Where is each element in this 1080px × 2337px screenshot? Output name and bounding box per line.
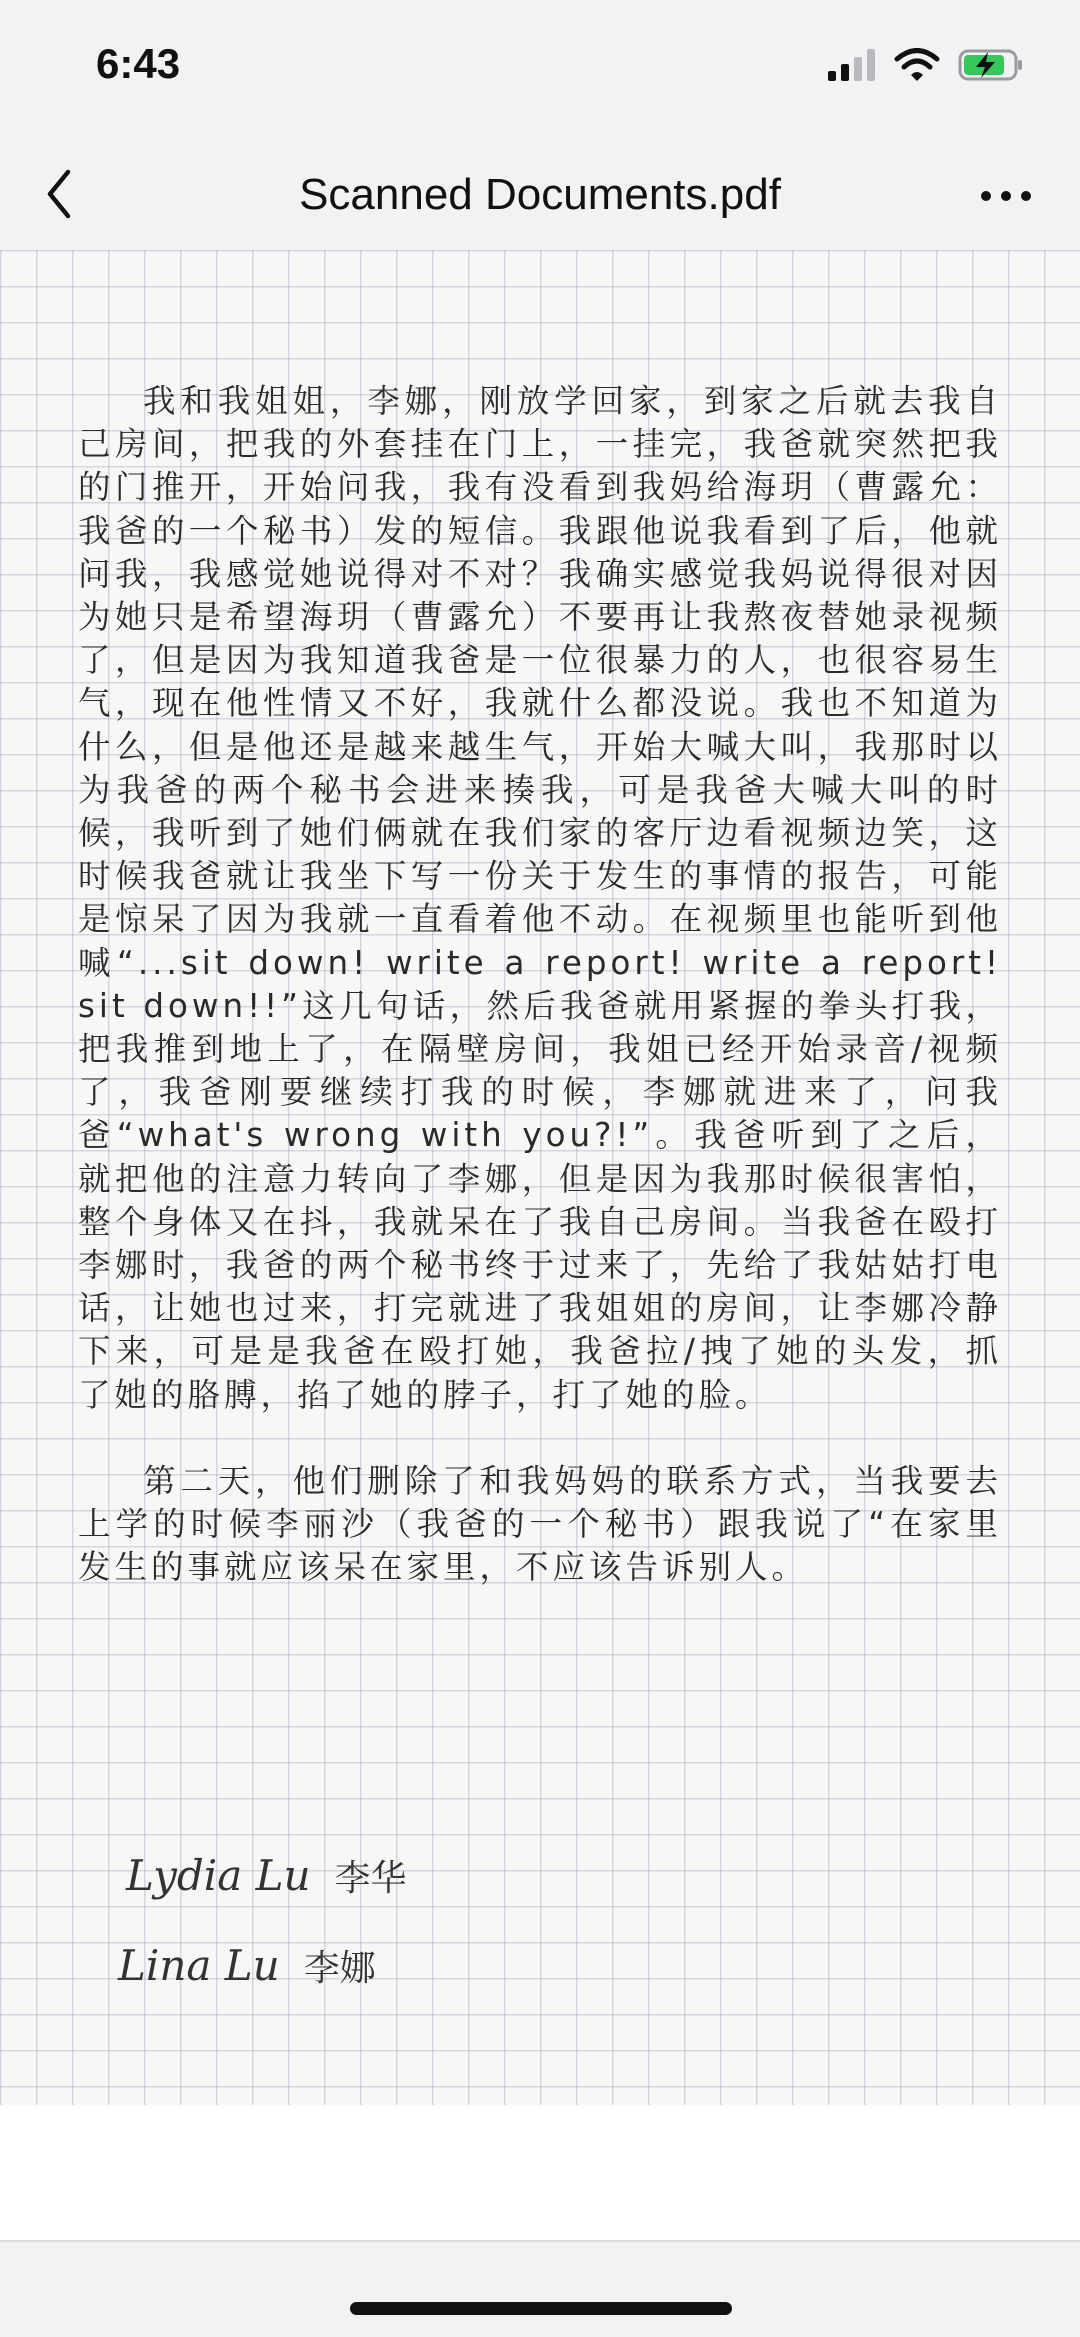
- more-options-button[interactable]: [976, 176, 1036, 216]
- signature-2-latin: Lina Lu: [118, 1941, 280, 1990]
- letter-paragraph-1: 我和我姐姐，李娜，刚放学回家，到家之后就去我自己房间，把我的外套挂在门上，一挂完，我爸就突然把我的门推开，开始问我，我有没看到我妈给海玥（曹露允：我爸的一个秘书）发的短信。我跟他说我看到了后，他就问我，我感觉她说得对不对？我确实感觉我妈说得很对因为她只是希望海玥（曹露允）不要再让我熬夜替她录视频了，但是因为我知道我爸是一位很暴力的人，也很容易生气，现在他性情又不好，我就什么都没说。我也不知道为什么，但是他还是越来越生气，开始大喊大叫，我那时以为我爸的两个秘书会进来揍我，可是我爸大喊大叫的时候，我听到了她们俩就在我们家的客厅边看视频边笑，这时候我爸就让我坐下写一份关于发生的事情的报告，可能是惊呆了因为我就一直看着他不动。在视频里也能听到他喊“...sit down! write a report! write a report! sit down!!”这几句话，然后我爸就用紧握的拳头打我，把我推到地上了，在隔壁房间，我姐已经开始录音/视频了，我爸刚要继续打我的时候，李娜就进来了，问我爸“what's wrong with you?!”。我爸听到了之后，就把他的注意力转向了李娜，但是因为我那时候很害怕，整个身体又在抖，我就呆在了我自己房间。当我爸在殴打李娜时，我爸的两个秘书终于过来了，先给了我姑姑打电话，让她也过来，打完就进了我姐姐的房间，让李娜冷静下来，可是是我爸在殴打她，我爸拉/拽了她的头发，抓了她的胳膊，掐了她的脖子，打了她的脸。: [78, 382, 1002, 1414]
- home-indicator[interactable]: [350, 2302, 732, 2315]
- more-horizontal-icon: [976, 176, 1036, 216]
- battery-charging-icon: [958, 48, 1024, 82]
- signature-1-latin: Lydia Lu: [126, 1851, 311, 1900]
- signature-1-chinese: 李华: [334, 1858, 407, 1899]
- status-time: 6:43: [96, 40, 181, 87]
- wifi-icon: [894, 48, 940, 82]
- letter-body: [78, 380, 1002, 1590]
- page-margin-area: [0, 2105, 1080, 2240]
- scanned-page: [0, 250, 1080, 2105]
- cellular-signal-icon: [828, 49, 876, 81]
- document-title: Scanned Documents.pdf: [299, 170, 781, 219]
- status-bar: [0, 0, 1080, 140]
- signature-1: [126, 1850, 407, 1901]
- signature-2: [118, 1940, 376, 1991]
- navigation-bar: [0, 140, 1080, 250]
- status-icons: [828, 48, 1024, 82]
- bottom-divider: [0, 2240, 1080, 2242]
- letter-paragraph-2: 第二天，他们删除了和我妈妈的联系方式，当我要去上学的时候李丽沙（我爸的一个秘书）跟我说了“在家里发生的事就应该呆在家里，不应该告诉别人。: [78, 1462, 1002, 1587]
- signature-2-chinese: 李娜: [303, 1948, 376, 1989]
